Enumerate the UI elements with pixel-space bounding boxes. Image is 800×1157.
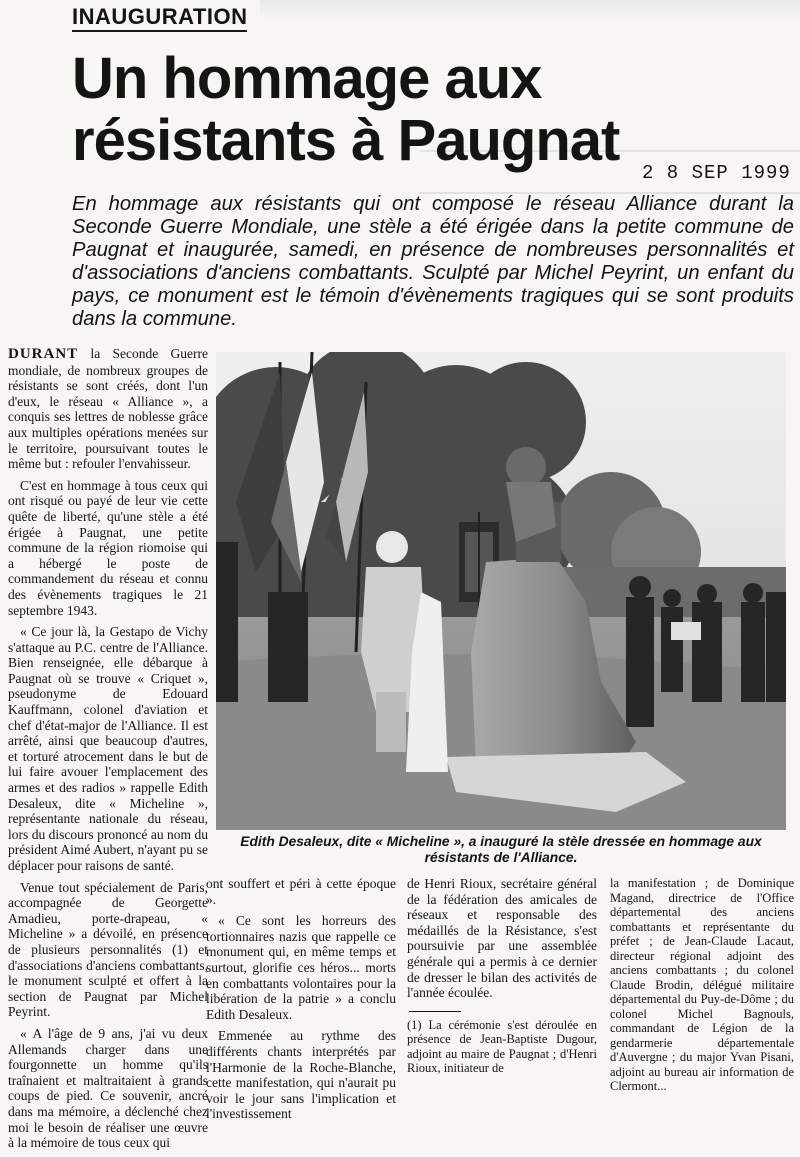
paragraph-3: « Ce jour là, la Gestapo de Vichy s'attaque au P.C. centre de l'Alliance. Bien renseignée, elle débarque à Paugnat où se trouve « Criquet », pseudonyme de Edouard Kauffmann, colonel d'aviation et chef d'état-major de l'Alliance. Il est arrêté, ainsi que beaucoup d'autres, et torturé atrocement dans le but de lui faire avouer l'emplacement des armes et des radios » rappelle Edith Desaleux, dite « Micheline », représentante nationale du réseau, lors du discours prononcé au nom du président Aimé Aubert, n'ayant pu se déplacer pour raisons de santé. [8, 624, 208, 873]
ceremony-photo [216, 352, 786, 830]
footnote-continued: la manifestation ; de Dominique Magand, directrice de l'Office départemental des anciens combattants et représentante du préfet ; de Jean-Claude Lacaut, directeur régional adjoint des anciens combattants ; du colonel Claude Brodin, délégué militaire départemental du Puy-de-Dôme ; du colonel Michel Bagnouls, commandant de Légion de la gendarmerie départementale d'Auvergne ; du major Yvan Pisani, adjoint au bureau air information de Clermont... [610, 876, 794, 1093]
article-column-1 [8, 346, 208, 1157]
paragraph-6: « Ce sont les horreurs des tortionnaires nazis que rappelle ce monument qui, en même temps et surtout, glorifie ces héros... morts en combattants volontaires pour la libération de la patrie » a conclu Edith Desaleux. [206, 913, 396, 1022]
article-column-3 [407, 876, 597, 1082]
footnote-divider [409, 1011, 461, 1012]
photo-caption: Edith Desaleux, dite « Micheline », a inauguré la stèle dressée en hommage aux résistants de l'Alliance. [240, 834, 762, 865]
paragraph-1 [8, 346, 208, 472]
section-label: INAUGURATION [72, 4, 247, 32]
paragraph-7-continued: de Henri Rioux, secrétaire général de la fédération des amicales de réseaux et responsable des médaillés de la Résistance, s'est poursuivie par une assemblée générale qui a permis à ce dernier de dresser le bilan des activités de l'année écoulée. [407, 876, 597, 1001]
ceremony-photo-illustration [216, 352, 786, 830]
article-column-4 [610, 876, 794, 1100]
paragraph-4: Venue tout spécialement de Paris, accompagnée de Georgette Amadieu, porte-drapeau, « Micheline » a dévoilé, en présence de plusieurs personnalités (1) et d'associations d'anciens combattants, le monument sculpté et offert à la section de Paugnat par Michel Peyrint. [8, 879, 208, 1020]
paragraph-2: C'est en hommage à tous ceux qui ont risqué ou payé de leur vie cette quête de liberté, qu'une stèle a été érigée à Paugnat, une petite commune de la région riomoise qui a hébergé le poste de commandement du réseau et connu des évènements tragiques le 21 septembre 1943. [8, 477, 208, 618]
paragraph-5-continued: ont souffert et péri à cette époque ». [206, 876, 396, 907]
paragraph-1-text: la Seconde Guerre mondiale, de nombreux groupes de résistants se sont créés, dont l'un d'eux, le réseau « Alliance », a conquis ses lettres de noblesse grâce aux multiples opérations menées sur le territoire, poursuivant toutes le même but : refouler l'envahisseur. [8, 346, 208, 472]
dropcap-word: DURANT [8, 346, 79, 362]
footnote: (1) La cérémonie s'est déroulée en présence de Jean-Baptiste Dugour, adjoint au maire de Paugnat ; d'Henri Rioux, initiateur de [407, 1017, 597, 1076]
lead-paragraph: En hommage aux résistants qui ont composé le réseau Alliance durant la Seconde Guerre Mondiale, une stèle a été érigée dans la petite commune de Paugnat et inaugurée, samedi, en présence de nombreuses personnalités et d'associations d'anciens combattants. Sculpté par Michel Peyrint, un enfant du pays, ce monument est le témoin d'évènements tragiques qui se sont produits dans la commune. [72, 193, 794, 330]
date-stamp: 2 8 SEP 1999 [642, 162, 791, 184]
paragraph-7: Emmenée au rythme des différents chants interprétés par l'Harmonie de la Roche-Blanche, cette manifestation, qui n'aurait pu voir le jour sans l'implication et l'investissement [206, 1028, 396, 1122]
bleed-through-strip [260, 0, 800, 20]
paragraph-5: « A l'âge de 9 ans, j'ai vu deux Allemands charger dans une fourgonnette un homme qu'ils traînaient et maltraitaient à grands coups de pied. Ce souvenir, ancré dans ma mémoire, a déclenché chez moi le besoin de réaliser une œuvre à la mémoire de tous ceux qui [8, 1025, 208, 1151]
headline: Un hommage aux résistants à Paugnat [72, 46, 620, 173]
article-column-2 [206, 876, 396, 1128]
